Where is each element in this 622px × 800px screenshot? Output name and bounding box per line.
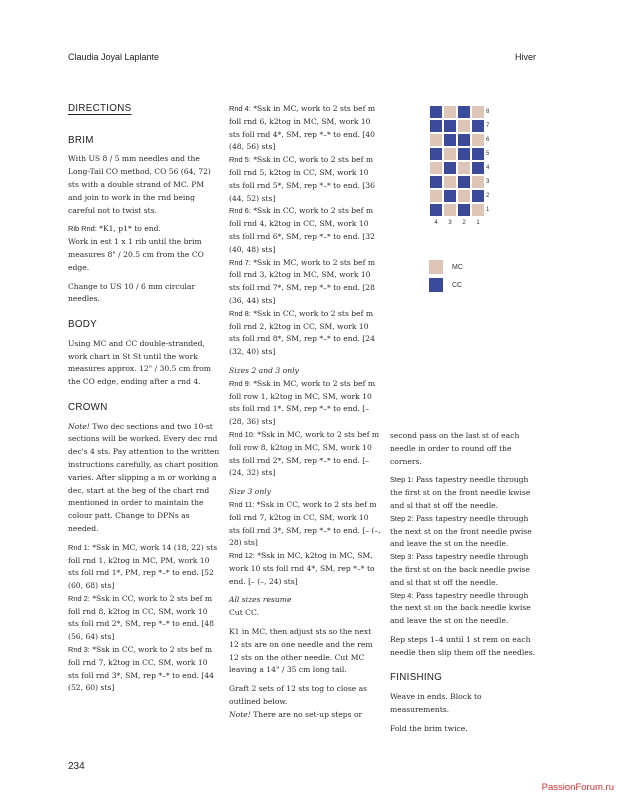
k1-mc-paragraph: K1 in MC, then adjust sts so the next 12 sts are on one needle and the rem 12 sts on the other needle. Cut MC leaving a 14" / 35 cm long tail. — [229, 627, 373, 675]
section-name: Hiver — [514, 52, 536, 62]
chart-cell — [429, 119, 443, 133]
body-heading: BODY — [68, 318, 97, 330]
graft-paragraph: Graft 2 sets of 12 sts tog to close as outlined below. — [229, 684, 368, 707]
rnd-8 — [229, 308, 381, 359]
graft-continued: second pass on the last st of each needle in order to round off the corners. — [390, 431, 520, 466]
rnd-12 — [229, 550, 381, 588]
rnd-7-label: Rnd 7: — [229, 257, 251, 267]
chart-cell — [457, 203, 471, 217]
colorwork-chart — [429, 105, 485, 217]
rnd-12-text: *Ssk in MC, k2tog in MC, SM, work 10 sts foll rnd 4*, SM, rep *–* to end. [– (–, 24) sts] — [229, 551, 375, 586]
legend-swatch-mc — [429, 260, 443, 274]
chart-cell — [429, 203, 443, 217]
all-sizes-heading: All sizes resume — [229, 595, 292, 605]
sizes-2-3-heading: Sizes 2 and 3 only — [229, 365, 299, 375]
rnd-9 — [229, 378, 381, 429]
chart-cell — [457, 175, 471, 189]
step-2-label: Step 2: — [390, 513, 414, 523]
column-2 — [229, 103, 381, 722]
chart-col-label: 1 — [476, 220, 480, 226]
rnd-4-text: *Ssk in MC, work to 2 sts bef m foll rnd 6, k2tog in MC, SM, work 10 sts foll rnd 4*, SM, rep *–* to end. [40 (48, 56) sts] — [229, 104, 376, 152]
rnd-3-label: Rnd 3: — [68, 645, 90, 655]
chart-cell — [471, 119, 485, 133]
rnd-2-text: *Ssk in CC, work to 2 sts bef m foll rnd 8, k2tog in CC, SM, work 10 sts foll rnd 2*, SM, rep *–* to end. [48 (56, 64) sts] — [68, 593, 214, 642]
rnd-2 — [68, 593, 220, 644]
directions-heading: DIRECTIONS — [68, 103, 132, 114]
rnd-11 — [229, 499, 381, 550]
rnd-8-label: Rnd 8: — [229, 308, 251, 318]
rnd-6 — [229, 205, 381, 256]
legend-label-cc: CC — [452, 282, 463, 289]
chart-cell — [457, 147, 471, 161]
chart-cell — [457, 189, 471, 203]
chart-cell — [471, 133, 485, 147]
step-1 — [390, 474, 542, 512]
finishing-heading: FINISHING — [390, 672, 443, 684]
rnd-10 — [229, 429, 381, 480]
legend-swatch-cc — [429, 278, 443, 292]
chart-row-label: 6 — [486, 137, 490, 143]
rnd-3 — [68, 644, 220, 695]
chart-cell — [443, 189, 457, 203]
chart-cell — [429, 105, 443, 119]
body-paragraph: Using MC and CC double-stranded, work chart in St St until the work measures approx. 12" / 30.5 cm from the CO edge, ending after a rnd 4. — [68, 338, 211, 387]
rnd-1 — [68, 542, 220, 593]
rnd-6-text: *Ssk in CC, work to 2 sts bef m foll rnd 4, k2tog in CC, SM, work 10 sts foll rnd 6*, SM, rep *–* to end. [32 (40, 48) sts] — [229, 206, 375, 254]
cut-cc: Cut CC. — [229, 608, 259, 618]
step-1-label: Step 1: — [390, 475, 414, 485]
rnd-1-label: Rnd 1: — [68, 542, 90, 552]
fold-brim: Fold the brim twice. — [390, 723, 468, 733]
watermark: PassionForum.ru — [541, 782, 614, 793]
chart-cell — [443, 133, 457, 147]
rnd-6-label: Rnd 6: — [229, 206, 251, 216]
chart-row-label: 5 — [486, 151, 490, 157]
note-label: Note! — [68, 421, 90, 431]
rnd-10-label: Rnd 10: — [229, 429, 255, 439]
page-number: 234 — [68, 761, 85, 772]
brim-paragraph: With US 8 / 5 mm needles and the Long-Tail CO method, CO 56 (64, 72) sts with a double strand of MC. PM and join to work in the rnd being careful not to twist sts. — [68, 154, 211, 215]
column-3 — [390, 430, 542, 736]
chart-col-label: 2 — [462, 220, 466, 226]
chart-cell — [457, 161, 471, 175]
rnd-10-text: *Ssk in MC, work to 2 sts bef m foll row 8, k2tog in MC, SM, work 10 sts foll rnd 2*, SM, rep *–* to end. [– (24, 32) sts] — [229, 429, 380, 478]
chart-cell — [457, 119, 471, 133]
chart-col-label: 3 — [448, 220, 452, 226]
rib-label: Rib Rnd: — [68, 224, 97, 234]
rnd-5-text: *Ssk in CC, work to 2 sts bef m foll rnd 5, k2tog in CC, SM, work 10 sts foll rnd 5*, SM, rep *–* to end. [36 (44, 52) sts] — [229, 155, 375, 203]
chart-cell — [471, 203, 485, 217]
step-2 — [390, 513, 542, 551]
chart-cell — [443, 119, 457, 133]
chart-cell — [443, 175, 457, 189]
step-3-text: Pass tapestry needle through the first st on the back needle pwise and sl that st off the needle. — [390, 552, 530, 587]
rnd-11-label: Rnd 11: — [229, 499, 255, 509]
rnd-8-text: *Ssk in CC, work to 2 sts bef m foll rnd 2, k2tog in CC, SM, work 10 sts foll rnd 8*, SM, rep *–* to end. [24 (32, 40) sts] — [229, 308, 375, 357]
repeat-steps: Rep steps 1–4 until 1 st rem on each needle then slip them off the needles. — [390, 634, 536, 657]
rnd-4-label: Rnd 4: — [229, 104, 251, 113]
chart-cell — [457, 133, 471, 147]
chart-cell — [471, 147, 485, 161]
rnd-2-label: Rnd 2: — [68, 593, 90, 603]
chart-cell — [429, 189, 443, 203]
step-3 — [390, 551, 542, 589]
note-2-text: There are no set-up steps or — [250, 709, 363, 719]
chart-row-label: 8 — [486, 109, 490, 115]
rnd-9-label: Rnd 9: — [229, 378, 251, 388]
step-4-text: Pass tapestry needle through the next st on the back needle kwise and leave the st on the needle. — [390, 590, 531, 626]
note-2-label: Note! — [229, 709, 251, 719]
chart-cell — [443, 203, 457, 217]
chart-cell — [457, 105, 471, 119]
chart-cell — [471, 189, 485, 203]
brim-paragraph-3: Change to US 10 / 6 mm circular needles. — [68, 281, 196, 304]
brim-heading: BRIM — [68, 134, 94, 146]
author-name: Claudia Joyal Laplante — [68, 52, 160, 62]
crown-heading: CROWN — [68, 401, 108, 413]
rnd-11-text: *Ssk in CC, work to 2 sts bef m foll rnd 7, k2tog in CC, SM, work 10 sts foll rnd 3*, SM, rep *–* to end. [– (–, 28) sts] — [229, 499, 381, 548]
column-1 — [68, 103, 220, 695]
chart-row-label: 7 — [486, 123, 490, 129]
chart-cell — [443, 147, 457, 161]
rnd-5 — [229, 154, 381, 205]
step-4-label: Step 4: — [390, 590, 414, 600]
weave-in: Weave in ends. Block to measurements. — [390, 692, 482, 714]
chart-row-label: 2 — [486, 193, 490, 199]
chart-cell — [471, 175, 485, 189]
chart-cell — [471, 161, 485, 175]
chart-row-label: 1 — [486, 207, 490, 213]
brim-paragraph-2: Work in est 1 x 1 rib until the brim measures 8" / 20.5 cm from the CO edge. — [68, 237, 204, 272]
note-text: Two dec sections and two 10-st sections will be worked. Every dec rnd dec's 4 sts. Pay attention to the written instructions carefully, as chart position varies. After slipping a m or working a dec, start at the beg of the chart rnd mentioned in order to maintain the colour patt. Change to DPNs as needed. — [68, 421, 220, 533]
step-3-label: Step 3: — [390, 552, 414, 562]
chart-cell — [429, 133, 443, 147]
rnd-12-label: Rnd 12: — [229, 551, 255, 561]
legend-label-mc: MC — [452, 264, 463, 271]
step-4 — [390, 590, 542, 628]
chart-cell — [429, 175, 443, 189]
rnd-9-text: *Ssk in MC, work to 2 sts bef m foll row 1, k2tog in MC, SM, work 10 sts foll rnd 1*. SM, rep *–* to end. [– (28, 36) sts] — [229, 378, 376, 427]
chart-cell — [443, 105, 457, 119]
chart-cell — [429, 161, 443, 175]
chart-cell — [443, 161, 457, 175]
chart-row-label: 3 — [486, 179, 490, 185]
step-2-text: Pass tapestry needle through the next st on the front needle pwise and leave the st on the needle. — [390, 513, 532, 549]
rnd-5-label: Rnd 5: — [229, 155, 251, 165]
rnd-7-text: *Ssk in MC, work to 2 sts bef m foll rnd 3, k2tog in MC, SM, work 10 sts foll rnd 7*, SM, rep *–* to end. [28 (36, 44) sts] — [229, 257, 376, 305]
rnd-4 — [229, 103, 381, 154]
chart-cell — [471, 105, 485, 119]
rib-round — [68, 223, 220, 236]
crown-note — [68, 421, 220, 536]
rnd-1-text: *Ssk in MC, work 14 (18, 22) sts foll rnd 1, k2tog in MC, PM, work 10 sts foll rnd 1*, PM, rep *–* to end. [52 (60, 68) sts] — [68, 542, 218, 591]
chart-cell — [429, 147, 443, 161]
step-1-text: Pass tapestry needle through the first st on the front needle kwise and sl that st off the needle. — [390, 475, 531, 510]
graft-note — [229, 709, 381, 722]
chart-row-label: 4 — [486, 165, 490, 171]
rib-text: *K1, p1* to end. — [96, 224, 161, 234]
rnd-3-text: *Ssk in CC, work to 2 sts bef m foll rnd 7, k2tog in CC, SM, work 10 sts foll rnd 3*, SM, rep *–* to end. [44 (52, 60) sts] — [68, 645, 214, 693]
rnd-7 — [229, 257, 381, 308]
chart-col-label: 4 — [434, 220, 438, 226]
size-3-heading: Size 3 only — [229, 487, 271, 497]
